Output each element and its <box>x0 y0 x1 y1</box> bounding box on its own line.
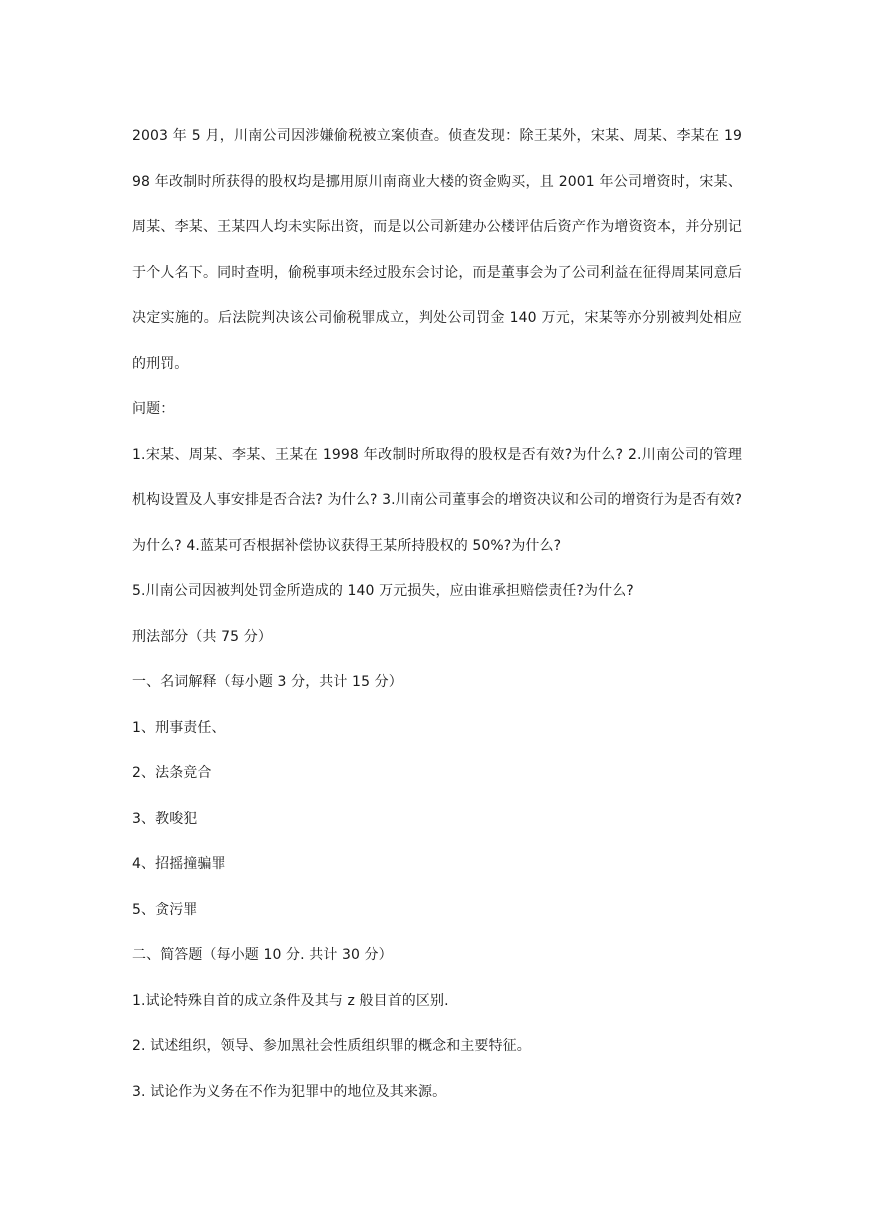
part2-heading: 二、简答题（每小题 10 分. 共计 30 分） <box>132 947 393 963</box>
short-answer-item: 1.试论特殊自首的成立条件及其与 z 般目首的区别. <box>132 992 449 1009</box>
section-title: 刑法部分（共 75 分） <box>132 628 272 645</box>
case-paragraph: 2003 年 5 月，川南公司因涉嫌偷税被立案侦查。侦查发现：除王某外，宋某、周某、李某在 1998 年改制时所获得的股权均是挪用原川南商业大楼的资金购买，且 2001 年公司增资时，宋某、周某、李某、王某四人均未实际出资，而是以公司新建办公楼评估后资产作为增资资本，并分别记于个人名下。同时查明，偷税事项未经过股东会讨论，而是董事会为了公司利益在征得周某同意后决定实施的。后法院判决该公司偷税罪成立，判处公司罚金 140 万元，宋某等亦分别被判处相应的刑罚。 <box>132 128 742 372</box>
term-item: 3、教唆犯 <box>132 810 198 827</box>
term-item: 2、法条竞合 <box>132 765 212 781</box>
term-item: 4、招摇撞骗罪 <box>132 856 226 872</box>
term-item: 5、贪污罪 <box>132 901 198 918</box>
question-5: 5.川南公司因被判处罚金所造成的 140 万元损失，应由谁承担赔偿责任?为什么? <box>132 583 634 599</box>
questions-paragraph: 1.宋某、周某、李某、王某在 1998 年改制时所取得的股权是否有效?为什么? 2.川南公司的管理机构设置及人事安排是否合法? 为什么? 3.川南公司董事会的增资决议和公司的增资行为是否有效?为什么? 4.蓝某可否根据补偿协议获得王某所持股权的 50%?为什么? <box>132 446 742 554</box>
short-answer-item: 2. 试述组织，领导、参加黑社会性质组织罪的概念和主要特征。 <box>132 1038 531 1054</box>
document-body <box>132 114 742 1115</box>
term-item: 1、刑事责任、 <box>132 719 226 736</box>
part1-heading: 一、名词解释（每小题 3 分，共计 15 分） <box>132 674 403 690</box>
questions-heading: 问题： <box>132 401 175 417</box>
short-answer-item: 3. 试论作为义务在不作为犯罪中的地位及其来源。 <box>132 1083 447 1100</box>
